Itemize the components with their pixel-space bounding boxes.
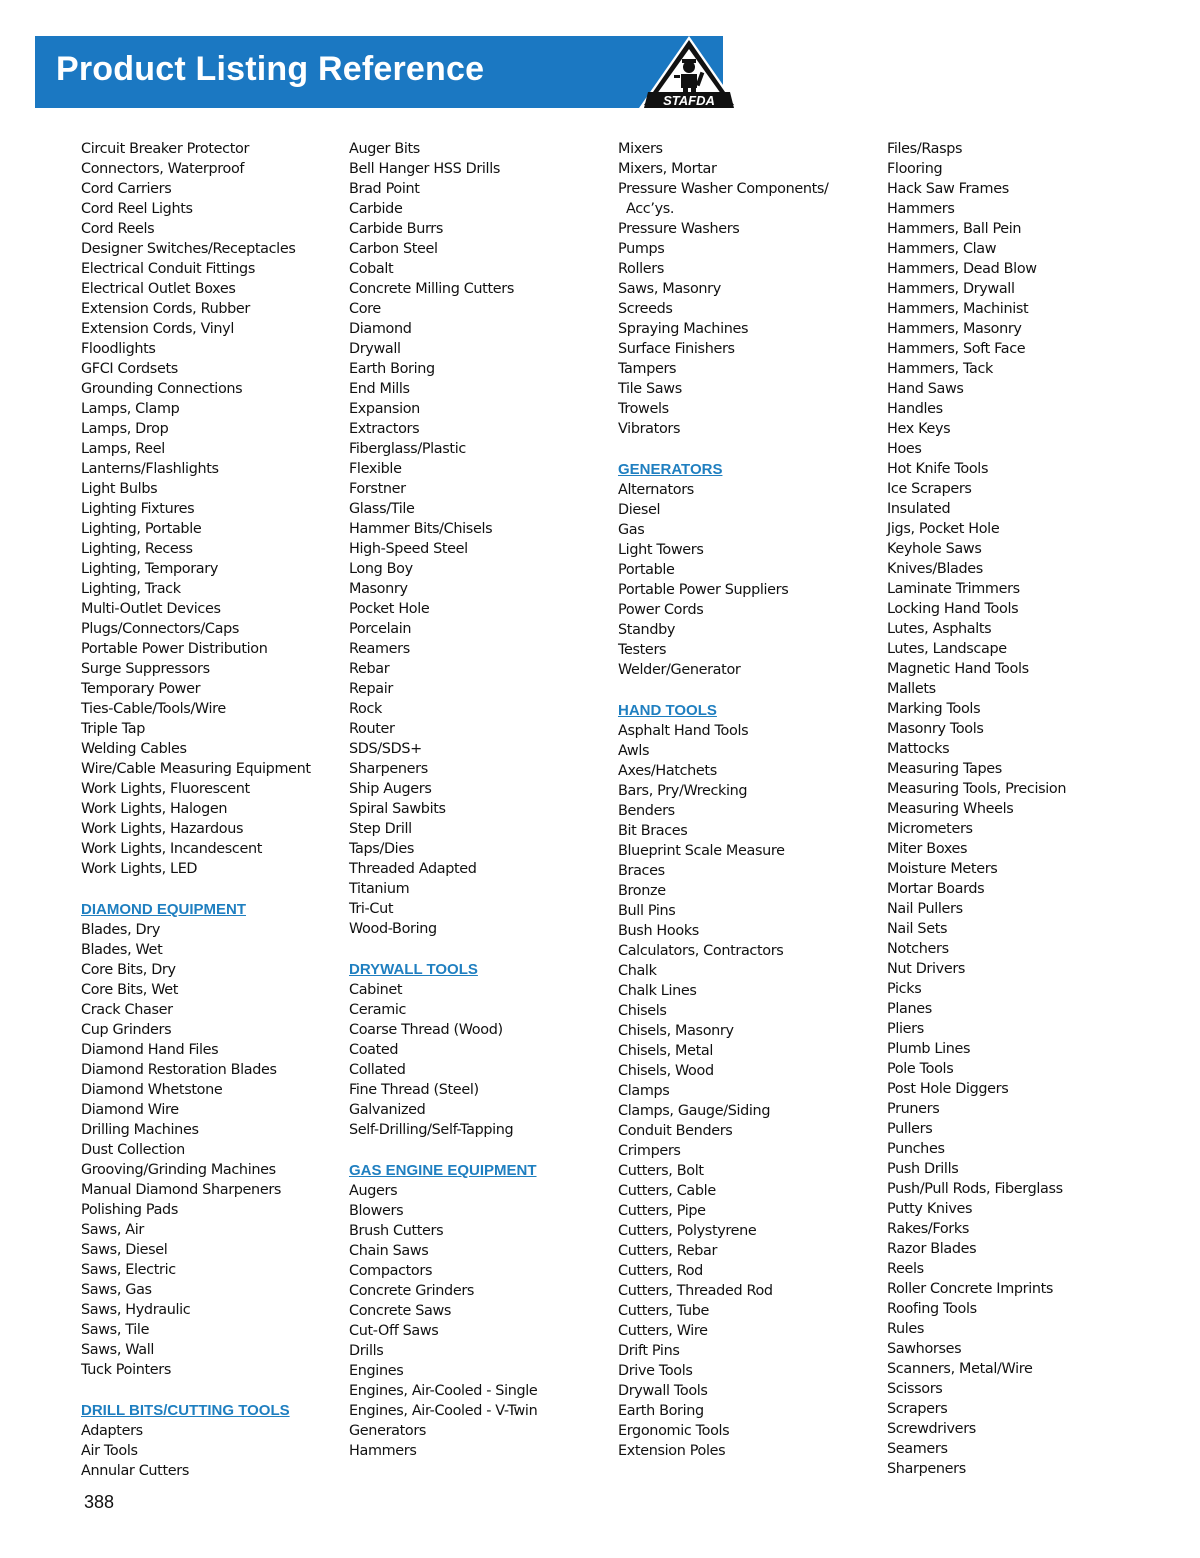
list-item: Moisture Meters [887,861,998,877]
list-item: Cutters, Cable [618,1183,716,1199]
list-item: Work Lights, Fluorescent [81,781,250,797]
list-item: Plumb Lines [887,1041,971,1057]
heading-generators: GENERATORS [618,461,723,478]
list-item: Floodlights [81,341,156,357]
list-item: Bush Hooks [618,923,699,939]
list-item: Carbon Steel [349,241,438,257]
list-item: Files/Rasps [887,141,963,157]
list-item: Core Bits, Wet [81,982,179,998]
list-item: Spraying Machines [618,321,749,337]
list-item: Carbide [349,201,403,217]
list-item: Lutes, Asphalts [887,621,992,637]
list-item: Drywall [349,341,401,357]
list-item: Wire/Cable Measuring Equipment [81,761,311,777]
list-item: Pullers [887,1121,933,1137]
list-item: Grounding Connections [81,381,243,397]
list-item: Clamps [618,1083,670,1099]
list-item: Mixers, Mortar [618,161,717,177]
list-item: Push/Pull Rods, Fiberglass [887,1181,1063,1197]
list-item: Welder/Generator [618,662,741,678]
list-item: Saws, Diesel [81,1242,168,1258]
list-item: Crack Chaser [81,1002,173,1018]
list-item: Extractors [349,421,420,437]
list-item: Handles [887,401,943,417]
list-item: Tri-Cut [349,901,394,917]
list-item: Polishing Pads [81,1202,178,1218]
list-item: Diamond Wire [81,1102,179,1118]
list-item: Wood-Boring [349,921,437,937]
list-item: Testers [618,642,667,658]
list-item: Lamps, Clamp [81,401,180,417]
list-item: Measuring Tapes [887,761,1002,777]
list-generators [618,480,878,680]
list-item: Lanterns/Flashlights [81,461,219,477]
list-item: Adapters [81,1423,143,1439]
list-item: Reamers [349,641,410,657]
list-item: Step Drill [349,821,412,837]
list-col4-sec0 [887,139,1147,1479]
list-item: Portable [618,562,675,578]
list-item: Pressure Washer Components/ [618,181,829,197]
list-item: Diamond Whetstone [81,1082,223,1098]
list-item: Cord Reels [81,221,155,237]
list-item: Cutters, Rebar [618,1243,718,1259]
list-item: Hammers, Ball Pein [887,221,1022,237]
list-diamond-equipment [81,920,341,1380]
list-item: Circuit Breaker Protector [81,141,250,157]
list-item: Manual Diamond Sharpeners [81,1182,282,1198]
list-item: Magnetic Hand Tools [887,661,1029,677]
heading-gas-engine-equipment: GAS ENGINE EQUIPMENT [349,1162,537,1179]
list-item: Work Lights, LED [81,861,198,877]
list-item: Blowers [349,1203,404,1219]
list-item: Axes/Hatchets [618,763,717,779]
list-item: Cut-Off Saws [349,1323,439,1339]
list-item: Cutters, Wire [618,1323,708,1339]
list-item: Putty Knives [887,1201,973,1217]
list-item: Ice Scrapers [887,481,972,497]
list-item: Lighting, Temporary [81,561,218,577]
list-item: Ergonomic Tools [618,1423,730,1439]
list-item: Core Bits, Dry [81,962,176,978]
list-item: Saws, Gas [81,1282,152,1298]
heading-drywall-tools: DRYWALL TOOLS [349,961,478,978]
list-col3-sec0 [618,139,878,439]
list-item: Hammers, Dead Blow [887,261,1037,277]
list-item: Lighting, Track [81,581,181,597]
list-item: GFCI Cordsets [81,361,178,377]
list-item: Auger Bits [349,141,420,157]
list-item: Trowels [618,401,669,417]
list-item: Blueprint Scale Measure [618,843,785,859]
list-item: Hammers [349,1443,417,1459]
list-item: Calculators, Contractors [618,943,784,959]
list-item: Self-Drilling/Self-Tapping [349,1122,514,1138]
list-col1-sec0 [81,139,341,879]
list-item: Sharpeners [887,1461,966,1477]
list-item: Scanners, Metal/Wire [887,1361,1033,1377]
list-item: Cutters, Tube [618,1303,710,1319]
list-item: Portable Power Suppliers [618,582,789,598]
list-item: Hammers, Claw [887,241,997,257]
list-item: Reels [887,1261,924,1277]
list-item: Marking Tools [887,701,981,717]
list-item: Hammers, Tack [887,361,994,377]
list-item: Flooring [887,161,943,177]
list-item: Compactors [349,1263,433,1279]
list-item: Sharpeners [349,761,428,777]
heading-hand-tools: HAND TOOLS [618,702,717,719]
list-item: Hoes [887,441,922,457]
list-item: Asphalt Hand Tools [618,723,749,739]
list-item: Lighting Fixtures [81,501,195,517]
list-item: Knives/Blades [887,561,983,577]
list-item: Drywall Tools [618,1383,708,1399]
list-gas-engine-equipment [349,1181,609,1461]
list-item: Electrical Conduit Fittings [81,261,255,277]
list-item: Laminate Trimmers [887,581,1020,597]
list-item: Alternators [618,482,694,498]
list-item: Diesel [618,502,661,518]
list-item: Picks [887,981,922,997]
list-item: Planes [887,1001,932,1017]
list-item: Blades, Dry [81,922,160,938]
list-item: Awls [618,743,650,759]
list-item: Concrete Milling Cutters [349,281,514,297]
list-item: SDS/SDS+ [349,741,422,757]
list-item: Cord Reel Lights [81,201,193,217]
list-item: Pruners [887,1101,940,1117]
list-item: Concrete Saws [349,1303,452,1319]
list-item: Rules [887,1321,925,1337]
list-item: Saws, Hydraulic [81,1302,191,1318]
list-item: Chalk Lines [618,983,697,999]
list-item: Saws, Electric [81,1262,176,1278]
list-item: Fine Thread (Steel) [349,1082,479,1098]
list-item: Galvanized [349,1102,426,1118]
list-item: Standby [618,622,676,638]
list-item: Tuck Pointers [81,1362,171,1378]
list-item: Roofing Tools [887,1301,977,1317]
list-item: Hammers, Masonry [887,321,1022,337]
list-item: Rebar [349,661,390,677]
list-item: Earth Boring [349,361,435,377]
list-item: Cutters, Threaded Rod [618,1283,773,1299]
list-item: Earth Boring [618,1403,704,1419]
list-item: Mixers [618,141,663,157]
list-item: Hammer Bits/Chisels [349,521,493,537]
list-item: Lamps, Drop [81,421,169,437]
page-title: Product Listing Reference [56,50,485,88]
list-item: Jigs, Pocket Hole [887,521,1000,537]
list-item: Blades, Wet [81,942,163,958]
list-item: Pliers [887,1021,924,1037]
list-item: Roller Concrete Imprints [887,1281,1054,1297]
list-item: Chisels, Masonry [618,1023,734,1039]
heading-diamond-equipment: DIAMOND EQUIPMENT [81,901,246,918]
list-item: Sawhorses [887,1341,962,1357]
list-item: Bull Pins [618,903,676,919]
list-item: Miter Boxes [887,841,968,857]
list-item: Brush Cutters [349,1223,444,1239]
list-item: Hammers, Machinist [887,301,1029,317]
list-item: Coated [349,1042,399,1058]
list-item: Carbide Burrs [349,221,443,237]
list-item: Triple Tap [81,721,146,737]
list-item: Pole Tools [887,1061,954,1077]
list-item: Cord Carriers [81,181,172,197]
list-item: Extension Poles [618,1443,726,1459]
list-item: Drilling Machines [81,1122,199,1138]
list-item: Work Lights, Halogen [81,801,228,817]
list-item: Mortar Boards [887,881,985,897]
list-item: Hammers, Drywall [887,281,1015,297]
list-item: Designer Switches/Receptacles [81,241,296,257]
list-item: Conduit Benders [618,1123,733,1139]
list-item: Repair [349,681,393,697]
list-item: Diamond [349,321,412,337]
list-item: High-Speed Steel [349,541,468,557]
list-item: Pressure Washers [618,221,740,237]
list-item: Annular Cutters [81,1463,189,1479]
list-item: Saws, Air [81,1222,144,1238]
list-drill-bits-cutting-tools [81,1421,341,1481]
list-item: Cutters, Polystyrene [618,1223,757,1239]
column-1 [81,139,341,1481]
list-item: Core [349,301,381,317]
list-item: Long Boy [349,561,413,577]
list-item: Rock [349,701,383,717]
list-item: Notchers [887,941,949,957]
column-2 [349,139,609,1461]
list-item: Surface Finishers [618,341,735,357]
list-item: Taps/Dies [349,841,414,857]
list-item: Mattocks [887,741,950,757]
list-item: Collated [349,1062,406,1078]
list-drywall-tools [349,980,609,1140]
list-item: Bars, Pry/Wrecking [618,783,748,799]
list-item: Insulated [887,501,951,517]
list-item: Push Drills [887,1161,959,1177]
list-item: Bronze [618,883,666,899]
list-item: Hex Keys [887,421,951,437]
list-item: Saws, Wall [81,1342,154,1358]
list-item: Drills [349,1343,384,1359]
stafda-logo [636,34,742,110]
list-item: Nail Sets [887,921,948,937]
list-item: Concrete Grinders [349,1283,475,1299]
list-item: Bit Braces [618,823,688,839]
list-item: Threaded Adapted [349,861,477,877]
list-item: Vibrators [618,421,681,437]
list-item: Chain Saws [349,1243,429,1259]
list-item: Drift Pins [618,1343,680,1359]
list-item: Chisels, Wood [618,1063,714,1079]
list-item: Lamps, Reel [81,441,165,457]
list-item: Crimpers [618,1143,681,1159]
list-item: Clamps, Gauge/Siding [618,1103,771,1119]
list-item: Micrometers [887,821,973,837]
list-item: Work Lights, Incandescent [81,841,263,857]
list-item: Engines [349,1363,404,1379]
list-item: Hammers, Soft Face [887,341,1026,357]
list-item: Engines, Air-Cooled - V-Twin [349,1403,538,1419]
list-item: Dust Collection [81,1142,185,1158]
list-item: Gas [618,522,645,538]
list-item: Cobalt [349,261,394,277]
list-item: Welding Cables [81,741,187,757]
list-item: End Mills [349,381,410,397]
list-item: Cup Grinders [81,1022,172,1038]
list-item: Nut Drivers [887,961,966,977]
list-item: Spiral Sawbits [349,801,446,817]
list-item: Extension Cords, Vinyl [81,321,234,337]
list-item: Measuring Tools, Precision [887,781,1067,797]
list-item: Hot Knife Tools [887,461,989,477]
list-item: Saws, Tile [81,1322,150,1338]
list-item: Multi-Outlet Devices [81,601,221,617]
heading-drill-bits-cutting-tools: DRILL BITS/CUTTING TOOLS [81,1402,290,1419]
list-item: Portable Power Distribution [81,641,268,657]
list-item: Screeds [618,301,673,317]
list-item: Rakes/Forks [887,1221,969,1237]
list-item: Keyhole Saws [887,541,982,557]
list-item: Light Bulbs [81,481,158,497]
list-hand-tools [618,721,878,1461]
list-item: Acc’ys. [626,201,675,217]
list-item: Power Cords [618,602,704,618]
list-item: Chisels [618,1003,667,1019]
list-item: Drive Tools [618,1363,693,1379]
list-item: Electrical Outlet Boxes [81,281,236,297]
list-item: Tampers [618,361,677,377]
logo-text: STAFDA [663,93,715,108]
list-item: Router [349,721,395,737]
list-item: Punches [887,1141,945,1157]
list-item: Generators [349,1423,427,1439]
list-item: Fiberglass/Plastic [349,441,466,457]
list-item: Engines, Air-Cooled - Single [349,1383,538,1399]
list-item: Cabinet [349,982,403,998]
list-item: Mallets [887,681,936,697]
list-item: Grooving/Grinding Machines [81,1162,276,1178]
list-item: Tile Saws [618,381,682,397]
list-item: Braces [618,863,665,879]
list-item: Nail Pullers [887,901,963,917]
list-item: Measuring Wheels [887,801,1014,817]
list-item: Titanium [349,881,410,897]
list-item: Connectors, Waterproof [81,161,245,177]
list-item: Forstner [349,481,406,497]
list-item: Masonry [349,581,408,597]
list-item: Rollers [618,261,664,277]
list-item: Masonry Tools [887,721,984,737]
list-item: Lighting, Recess [81,541,193,557]
list-item: Scissors [887,1381,943,1397]
list-item: Temporary Power [81,681,201,697]
list-item: Coarse Thread (Wood) [349,1022,503,1038]
list-item: Porcelain [349,621,412,637]
list-item: Expansion [349,401,420,417]
list-item: Chalk [618,963,657,979]
list-item: Pocket Hole [349,601,430,617]
list-item: Work Lights, Hazardous [81,821,244,837]
list-item: Diamond Restoration Blades [81,1062,277,1078]
list-item: Hack Saw Frames [887,181,1009,197]
list-item: Ship Augers [349,781,432,797]
list-item: Diamond Hand Files [81,1042,219,1058]
list-item: Scrapers [887,1401,948,1417]
list-item: Extension Cords, Rubber [81,301,250,317]
list-item: Seamers [887,1441,948,1457]
list-col2-sec0 [349,139,609,939]
list-item: Ceramic [349,1002,407,1018]
list-item: Bell Hanger HSS Drills [349,161,500,177]
list-item: Glass/Tile [349,501,415,517]
list-item: Locking Hand Tools [887,601,1019,617]
list-item: Pumps [618,241,665,257]
list-item: Saws, Masonry [618,281,721,297]
list-item: Benders [618,803,675,819]
list-item: Lighting, Portable [81,521,202,537]
list-item: Screwdrivers [887,1421,976,1437]
list-item: Hammers [887,201,955,217]
list-item: Air Tools [81,1443,138,1459]
list-item: Flexible [349,461,402,477]
list-item: Cutters, Bolt [618,1163,704,1179]
column-4 [887,139,1147,1479]
page-number: 388 [84,1492,115,1512]
list-item: Ties-Cable/Tools/Wire [81,701,226,717]
list-item: Brad Point [349,181,420,197]
list-item: Lutes, Landscape [887,641,1007,657]
list-item: Razor Blades [887,1241,977,1257]
column-3 [618,139,878,1461]
list-item: Hand Saws [887,381,964,397]
list-item: Light Towers [618,542,704,558]
list-item: Cutters, Pipe [618,1203,706,1219]
list-item: Cutters, Rod [618,1263,703,1279]
list-item: Augers [349,1183,398,1199]
list-item: Chisels, Metal [618,1043,713,1059]
list-item: Post Hole Diggers [887,1081,1009,1097]
list-item: Plugs/Connectors/Caps [81,621,239,637]
list-item: Surge Suppressors [81,661,210,677]
